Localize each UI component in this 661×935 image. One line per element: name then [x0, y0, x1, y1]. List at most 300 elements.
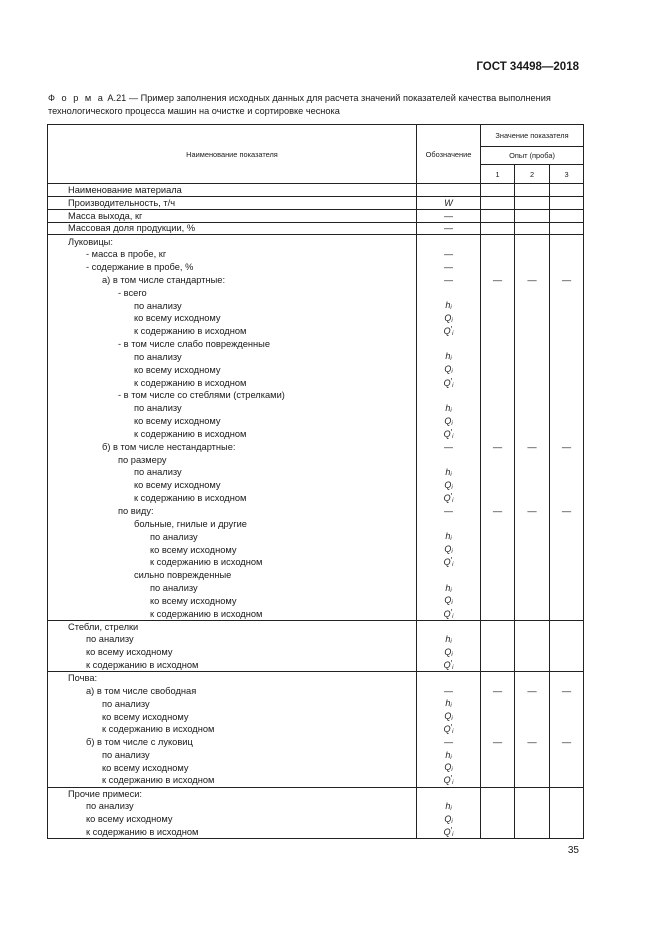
- trial-value-cell: [515, 569, 550, 582]
- trial-value-cell: [550, 517, 584, 530]
- trial-value-cell: [481, 479, 515, 492]
- trial-value-cell: [481, 787, 515, 800]
- standard-number: ГОСТ 34498—2018: [476, 61, 579, 73]
- table-row: [48, 774, 584, 787]
- table-row: [48, 787, 584, 800]
- page-number: 35: [567, 845, 579, 856]
- trial-value-cell: [550, 595, 584, 608]
- trial-value-cell: [481, 453, 515, 466]
- trial-value-cell: [550, 196, 584, 209]
- trial-value-cell: [515, 184, 550, 197]
- trial-value-cell: [481, 415, 515, 428]
- indicator-symbol: [417, 800, 481, 813]
- symbol-subscript: i: [452, 729, 454, 736]
- table-row: [48, 184, 584, 197]
- table-row: [48, 505, 584, 518]
- trial-value-cell: [550, 184, 584, 197]
- indicator-symbol: W: [417, 196, 481, 209]
- column-header-trial: Опыт (проба): [481, 147, 584, 165]
- table-row: [48, 761, 584, 774]
- trial-value-cell: [550, 325, 584, 338]
- trial-value-cell: [515, 312, 550, 325]
- column-header-symbol: Обозначение: [417, 125, 481, 184]
- table-row: [48, 466, 584, 479]
- trial-value-cell: [515, 749, 550, 762]
- indicator-name: по анализу: [48, 697, 417, 710]
- symbol-subscript: i: [451, 716, 453, 723]
- indicator-symbol: —: [417, 736, 481, 749]
- trial-value-cell: [550, 222, 584, 235]
- symbol-subscript: i: [452, 831, 454, 838]
- trial-value-cell: [481, 286, 515, 299]
- trial-value-cell: [515, 261, 550, 274]
- indicator-name: ко всему исходному: [48, 543, 417, 556]
- table-row: [48, 813, 584, 826]
- trial-value-cell: [515, 248, 550, 261]
- table-row: [48, 492, 584, 505]
- table-row: [48, 428, 584, 441]
- symbol-letter: Q′: [443, 325, 453, 337]
- symbol-prime: ′: [450, 774, 453, 784]
- indicator-symbol: [417, 415, 481, 428]
- indicator-name: Производительность, т/ч: [48, 196, 417, 209]
- table-row: [48, 556, 584, 569]
- symbol-subscript: i: [451, 818, 453, 825]
- trial-value-cell: [550, 350, 584, 363]
- trial-value-cell: [550, 492, 584, 505]
- table-body: [48, 184, 584, 839]
- trial-value-cell: [515, 826, 550, 839]
- trial-value-cell: [481, 517, 515, 530]
- indicator-name: б) в том числе нестандартные:: [48, 440, 417, 453]
- indicator-symbol: [417, 595, 481, 608]
- trial-value-cell: [481, 466, 515, 479]
- indicator-symbol: [417, 338, 481, 351]
- table-row: [48, 338, 584, 351]
- symbol-subscript: i: [450, 754, 452, 761]
- trial-value-cell: —: [481, 684, 515, 697]
- table-row: [48, 196, 584, 209]
- trial-value-cell: [550, 710, 584, 723]
- trial-value-cell: —: [515, 440, 550, 453]
- symbol-letter: Q′: [443, 376, 453, 388]
- trial-value-cell: [550, 620, 584, 633]
- trial-value-cell: [550, 286, 584, 299]
- trial-value-cell: [550, 787, 584, 800]
- indicator-name: ко всему исходному: [48, 813, 417, 826]
- table-row: [48, 543, 584, 556]
- trial-value-cell: [481, 607, 515, 620]
- trial-value-cell: [550, 543, 584, 556]
- symbol-letter: Q: [444, 364, 452, 375]
- indicator-name: по анализу: [48, 402, 417, 415]
- symbol-subscript: i: [452, 382, 454, 389]
- trial-value-cell: [515, 620, 550, 633]
- symbol-letter: Q: [444, 646, 452, 657]
- trial-value-cell: [515, 350, 550, 363]
- trial-value-cell: [550, 749, 584, 762]
- indicator-symbol: [417, 620, 481, 633]
- trial-value-cell: [481, 235, 515, 248]
- indicator-name: Наименование материала: [48, 184, 417, 197]
- indicator-symbol: [417, 312, 481, 325]
- symbol-subscript: i: [451, 600, 453, 607]
- trial-value-cell: —: [550, 273, 584, 286]
- symbol-subscript: i: [450, 305, 452, 312]
- indicator-name: по размеру: [48, 453, 417, 466]
- trial-value-cell: [481, 813, 515, 826]
- indicator-symbol: [417, 184, 481, 197]
- indicator-symbol: —: [417, 273, 481, 286]
- trial-value-cell: —: [550, 736, 584, 749]
- indicator-symbol: [417, 646, 481, 659]
- symbol-prime: ′: [450, 325, 453, 335]
- symbol-letter: h: [445, 466, 451, 477]
- symbol-subscript: i: [450, 805, 452, 812]
- indicator-symbol: [417, 749, 481, 762]
- indicator-name: к содержанию в исходном: [48, 556, 417, 569]
- trial-value-cell: [550, 774, 584, 787]
- symbol-letter: h: [445, 582, 451, 593]
- trial-value-cell: [481, 325, 515, 338]
- table-row: [48, 440, 584, 453]
- symbol-letter: h: [445, 351, 451, 362]
- trial-value-cell: [481, 556, 515, 569]
- indicator-name: к содержанию в исходном: [48, 428, 417, 441]
- symbol-subscript: i: [450, 703, 452, 710]
- form-caption: [48, 92, 582, 118]
- symbol-prime: ′: [450, 723, 453, 733]
- trial-value-cell: —: [515, 736, 550, 749]
- symbol-letter: Q: [444, 595, 452, 606]
- trial-value-cell: [550, 569, 584, 582]
- table-row: [48, 350, 584, 363]
- trial-value-cell: [515, 453, 550, 466]
- symbol-subscript: i: [450, 587, 452, 594]
- table-row: [48, 248, 584, 261]
- indicator-symbol: [417, 453, 481, 466]
- table-row: [48, 569, 584, 582]
- symbol-letter: Q: [444, 544, 452, 555]
- symbol-subscript: i: [450, 471, 452, 478]
- symbol-subscript: i: [451, 484, 453, 491]
- symbol-letter: Q′: [443, 774, 453, 786]
- trial-value-cell: [481, 299, 515, 312]
- indicator-symbol: [417, 389, 481, 402]
- indicator-symbol: [417, 569, 481, 582]
- trial-value-cell: [481, 774, 515, 787]
- symbol-letter: Q: [444, 813, 452, 824]
- indicator-symbol: [417, 582, 481, 595]
- trial-value-cell: —: [481, 273, 515, 286]
- indicator-name: к содержанию в исходном: [48, 492, 417, 505]
- trial-value-cell: [481, 659, 515, 672]
- symbol-prime: ′: [450, 376, 453, 386]
- trial-value-cell: [550, 697, 584, 710]
- trial-value-cell: [481, 363, 515, 376]
- indicator-name: к содержанию в исходном: [48, 659, 417, 672]
- trial-value-cell: [481, 338, 515, 351]
- trial-value-cell: [515, 582, 550, 595]
- indicator-symbol: —: [417, 248, 481, 261]
- trial-value-cell: [515, 222, 550, 235]
- table-row: [48, 402, 584, 415]
- column-header-values: Значение показателя: [481, 125, 584, 147]
- symbol-subscript: i: [450, 638, 452, 645]
- indicator-symbol: [417, 607, 481, 620]
- indicator-name: к содержанию в исходном: [48, 826, 417, 839]
- indicator-name: к содержанию в исходном: [48, 376, 417, 389]
- trial-value-cell: [550, 338, 584, 351]
- trial-value-cell: [481, 672, 515, 685]
- symbol-letter: Q: [444, 762, 452, 773]
- symbol-prime: ′: [450, 427, 453, 437]
- indicator-symbol: [417, 402, 481, 415]
- column-header-trial-3: 3: [550, 165, 584, 184]
- trial-value-cell: [515, 761, 550, 774]
- trial-value-cell: [481, 710, 515, 723]
- indicator-name: - в том числе слабо поврежденные: [48, 338, 417, 351]
- trial-value-cell: [550, 607, 584, 620]
- table-row: [48, 646, 584, 659]
- trial-value-cell: [550, 209, 584, 222]
- table-row: [48, 659, 584, 672]
- indicator-symbol: [417, 633, 481, 646]
- table-row: [48, 235, 584, 248]
- symbol-letter: Q′: [443, 556, 453, 568]
- table-row: [48, 826, 584, 839]
- indicator-name: ко всему исходному: [48, 479, 417, 492]
- trial-value-cell: [550, 453, 584, 466]
- symbol-subscript: i: [451, 420, 453, 427]
- indicator-symbol: —: [417, 440, 481, 453]
- trial-value-cell: —: [481, 736, 515, 749]
- symbol-prime: ′: [450, 658, 453, 668]
- indicator-symbol: [417, 325, 481, 338]
- trial-value-cell: [515, 556, 550, 569]
- trial-value-cell: [515, 363, 550, 376]
- form-caption-prefix: Ф о р м а: [48, 93, 105, 103]
- indicator-name: по виду:: [48, 505, 417, 518]
- indicator-symbol: [417, 376, 481, 389]
- table-row: [48, 620, 584, 633]
- trial-value-cell: [481, 376, 515, 389]
- symbol-letter: h: [445, 749, 451, 760]
- indicator-symbol: [417, 672, 481, 685]
- trial-value-cell: [515, 492, 550, 505]
- trial-value-cell: [481, 595, 515, 608]
- trial-value-cell: [515, 646, 550, 659]
- indicator-name: а) в том числе свободная: [48, 684, 417, 697]
- symbol-letter: h: [445, 633, 451, 644]
- symbol-letter: Q: [444, 415, 452, 426]
- symbol-subscript: i: [451, 767, 453, 774]
- symbol-subscript: i: [452, 498, 454, 505]
- indicator-symbol: [417, 428, 481, 441]
- indicator-name: по анализу: [48, 582, 417, 595]
- indicator-symbol: —: [417, 684, 481, 697]
- indicator-symbol: [417, 761, 481, 774]
- symbol-letter: Q′: [443, 723, 453, 735]
- symbol-letter: h: [445, 531, 451, 542]
- table-row: [48, 595, 584, 608]
- trial-value-cell: [515, 723, 550, 736]
- indicator-name: - содержание в пробе, %: [48, 261, 417, 274]
- column-header-trial-2: 2: [515, 165, 550, 184]
- indicator-symbol: [417, 517, 481, 530]
- trial-value-cell: [515, 196, 550, 209]
- indicator-symbol: —: [417, 209, 481, 222]
- symbol-subscript: i: [451, 549, 453, 556]
- trial-value-cell: [481, 761, 515, 774]
- symbol-subscript: i: [450, 407, 452, 414]
- table-row: [48, 453, 584, 466]
- trial-value-cell: [515, 710, 550, 723]
- trial-value-cell: [515, 530, 550, 543]
- indicator-symbol: [417, 710, 481, 723]
- indicator-name: Стебли, стрелки: [48, 620, 417, 633]
- trial-value-cell: [550, 556, 584, 569]
- table-row: [48, 607, 584, 620]
- symbol-subscript: i: [451, 651, 453, 658]
- indicator-name: ко всему исходному: [48, 646, 417, 659]
- symbol-letter: Q: [444, 479, 452, 490]
- indicator-name: а) в том числе стандартные:: [48, 273, 417, 286]
- trial-value-cell: —: [515, 505, 550, 518]
- indicator-name: ко всему исходному: [48, 415, 417, 428]
- trial-value-cell: [550, 261, 584, 274]
- trial-value-cell: [550, 363, 584, 376]
- trial-value-cell: [515, 800, 550, 813]
- indicator-name: по анализу: [48, 350, 417, 363]
- trial-value-cell: [550, 428, 584, 441]
- trial-value-cell: [515, 209, 550, 222]
- table-row: [48, 273, 584, 286]
- trial-value-cell: [481, 633, 515, 646]
- indicator-symbol: [417, 492, 481, 505]
- table-row: [48, 530, 584, 543]
- trial-value-cell: [515, 659, 550, 672]
- indicator-name: ко всему исходному: [48, 761, 417, 774]
- symbol-letter: Q′: [443, 492, 453, 504]
- trial-value-cell: [481, 248, 515, 261]
- trial-value-cell: [515, 787, 550, 800]
- trial-value-cell: [550, 826, 584, 839]
- indicator-name: к содержанию в исходном: [48, 774, 417, 787]
- trial-value-cell: [515, 286, 550, 299]
- trial-value-cell: [481, 697, 515, 710]
- trial-value-cell: [481, 620, 515, 633]
- trial-value-cell: —: [481, 440, 515, 453]
- trial-value-cell: [481, 402, 515, 415]
- indicator-symbol: [417, 723, 481, 736]
- table-row: [48, 376, 584, 389]
- trial-value-cell: [481, 196, 515, 209]
- indicator-symbol: [417, 787, 481, 800]
- symbol-letter: h: [445, 300, 451, 311]
- symbol-subscript: i: [452, 613, 454, 620]
- indicator-symbol: [417, 530, 481, 543]
- indicator-name: к содержанию в исходном: [48, 325, 417, 338]
- trial-value-cell: [481, 222, 515, 235]
- table-row: [48, 415, 584, 428]
- indicator-name: ко всему исходному: [48, 710, 417, 723]
- trial-value-cell: [481, 209, 515, 222]
- indicator-symbol: [417, 556, 481, 569]
- trial-value-cell: [550, 248, 584, 261]
- trial-value-cell: [515, 466, 550, 479]
- trial-value-cell: [550, 582, 584, 595]
- symbol-subscript: i: [450, 356, 452, 363]
- trial-value-cell: [481, 492, 515, 505]
- indicator-name: Масса выхода, кг: [48, 209, 417, 222]
- trial-value-cell: [481, 312, 515, 325]
- trial-value-cell: [550, 389, 584, 402]
- trial-value-cell: [550, 672, 584, 685]
- trial-value-cell: [515, 338, 550, 351]
- trial-value-cell: [550, 761, 584, 774]
- trial-value-cell: [550, 466, 584, 479]
- trial-value-cell: [515, 299, 550, 312]
- indicator-symbol: [417, 350, 481, 363]
- trial-value-cell: [481, 582, 515, 595]
- trial-value-cell: [481, 428, 515, 441]
- symbol-subscript: i: [451, 369, 453, 376]
- trial-value-cell: [515, 595, 550, 608]
- trial-value-cell: —: [515, 684, 550, 697]
- indicator-name: по анализу: [48, 800, 417, 813]
- indicator-name: сильно поврежденные: [48, 569, 417, 582]
- indicator-symbol: —: [417, 505, 481, 518]
- indicator-name: ко всему исходному: [48, 595, 417, 608]
- trial-value-cell: [515, 774, 550, 787]
- table-row: [48, 736, 584, 749]
- indicator-symbol: [417, 235, 481, 248]
- indicator-name: ко всему исходному: [48, 312, 417, 325]
- table-row: [48, 209, 584, 222]
- indicator-symbol: [417, 479, 481, 492]
- indicator-symbol: [417, 286, 481, 299]
- table-row: [48, 749, 584, 762]
- indicator-symbol: [417, 363, 481, 376]
- trial-value-cell: [515, 402, 550, 415]
- trial-value-cell: [550, 633, 584, 646]
- symbol-prime: ′: [450, 825, 453, 835]
- indicator-name: Луковицы:: [48, 235, 417, 248]
- trial-value-cell: [550, 235, 584, 248]
- trial-value-cell: [550, 813, 584, 826]
- indicator-name: по анализу: [48, 749, 417, 762]
- indicator-name: Почва:: [48, 672, 417, 685]
- trial-value-cell: [481, 350, 515, 363]
- indicator-symbol: [417, 466, 481, 479]
- symbol-subscript: i: [452, 433, 454, 440]
- trial-value-cell: [481, 543, 515, 556]
- table-row: [48, 286, 584, 299]
- indicator-symbol: [417, 813, 481, 826]
- symbol-letter: Q′: [443, 825, 453, 837]
- table-row: [48, 222, 584, 235]
- indicator-name: - в том числе со стеблями (стрелками): [48, 389, 417, 402]
- indicator-symbol: —: [417, 261, 481, 274]
- indicator-name: по анализу: [48, 633, 417, 646]
- table-row: [48, 517, 584, 530]
- trial-value-cell: [550, 299, 584, 312]
- symbol-subscript: i: [452, 664, 454, 671]
- symbol-letter: Q′: [443, 658, 453, 670]
- symbol-letter: Q: [444, 711, 452, 722]
- trial-value-cell: [515, 672, 550, 685]
